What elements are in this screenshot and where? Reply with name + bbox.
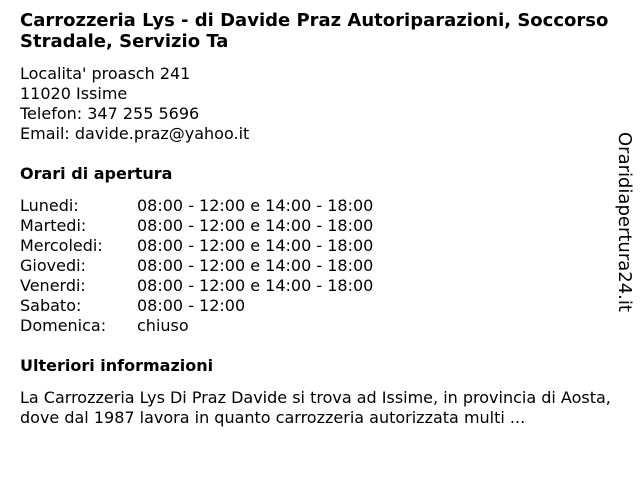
hours-row-saturday — [20, 296, 610, 316]
opening-hours-table — [20, 196, 610, 336]
additional-info-text: La Carrozzeria Lys Di Praz Davide si trova ad Issime, in provincia di Aosta, dove dal 1987 lavora in quanto carrozzeria autorizzata multi ... — [20, 388, 611, 427]
contact-details — [20, 64, 610, 144]
address-street: Localita' proasch 241 — [20, 64, 191, 83]
hours-time: 08:00 - 12:00 e 14:00 - 18:00 — [137, 216, 374, 235]
business-name: Carrozzeria Lys - di Davide Praz Autoriparazioni, Soccorso Stradale, Servizio Ta — [20, 10, 609, 52]
hours-row-friday — [20, 276, 610, 296]
hours-time: chiuso — [137, 316, 189, 335]
opening-hours-heading: Orari di apertura — [20, 164, 173, 183]
hours-time: 08:00 - 12:00 — [137, 296, 246, 315]
address-city: 11020 Issime — [20, 84, 128, 103]
phone-number: Telefon: 347 255 5696 — [20, 104, 200, 123]
additional-info-heading: Ulteriori informazioni — [20, 356, 214, 375]
hours-row-monday — [20, 196, 610, 216]
listing-content — [20, 10, 610, 428]
hours-row-wednesday — [20, 236, 610, 256]
hours-day: Domenica: — [20, 316, 107, 335]
email-address: Email: davide.praz@yahoo.it — [20, 124, 250, 143]
hours-time: 08:00 - 12:00 e 14:00 - 18:00 — [137, 236, 374, 255]
hours-row-sunday — [20, 316, 610, 336]
hours-row-thursday — [20, 256, 610, 276]
hours-day: Lunedi: — [20, 196, 79, 215]
hours-day: Venerdi: — [20, 276, 86, 295]
site-watermark: Oraridiapertura24.it — [614, 132, 635, 312]
hours-day: Mercoledi: — [20, 236, 103, 255]
hours-day: Giovedi: — [20, 256, 86, 275]
hours-row-tuesday — [20, 216, 610, 236]
hours-day: Martedi: — [20, 216, 87, 235]
hours-day: Sabato: — [20, 296, 82, 315]
hours-time: 08:00 - 12:00 e 14:00 - 18:00 — [137, 196, 374, 215]
hours-time: 08:00 - 12:00 e 14:00 - 18:00 — [137, 276, 374, 295]
hours-time: 08:00 - 12:00 e 14:00 - 18:00 — [137, 256, 374, 275]
